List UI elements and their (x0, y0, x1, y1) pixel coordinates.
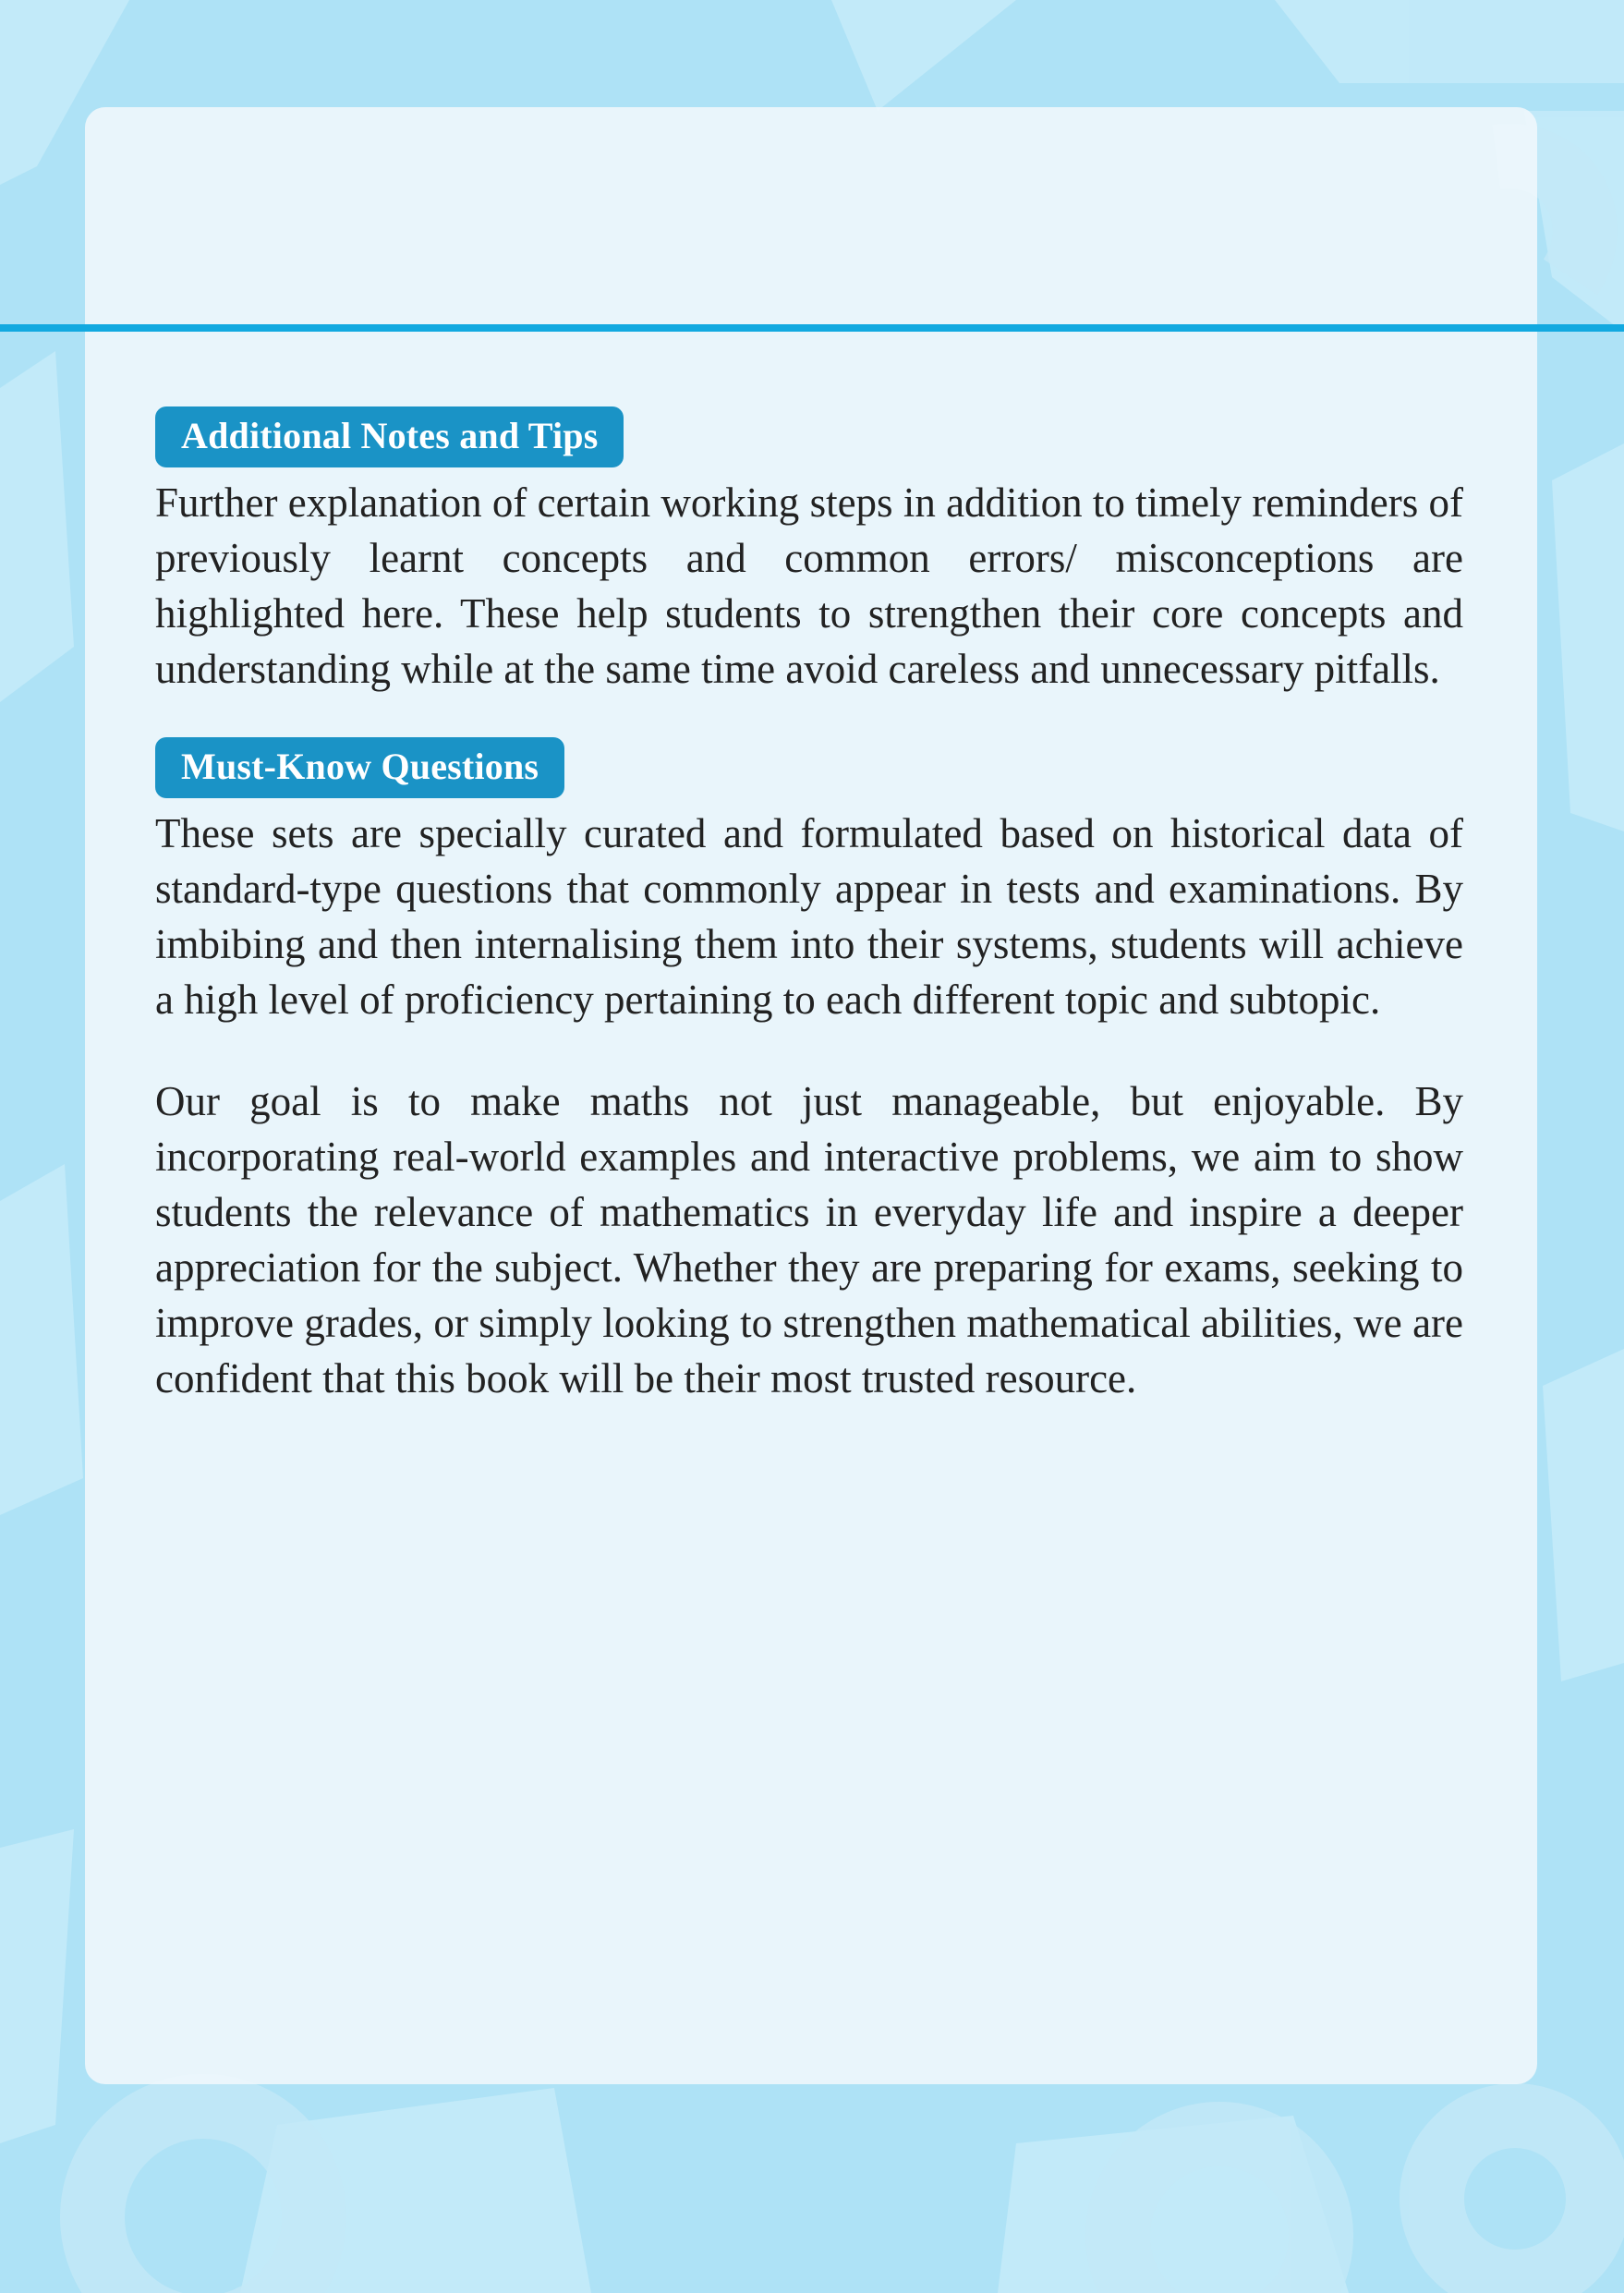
section-heading-badge: Must-Know Questions (155, 737, 564, 798)
page-content (155, 406, 1463, 1406)
section-additional-notes (155, 406, 1463, 697)
section-must-know-questions (155, 737, 1463, 1027)
section-heading-badge: Additional Notes and Tips (155, 406, 624, 467)
header-rule (0, 324, 1624, 332)
section-body: Further explanation of certain working steps in addition to timely reminders of previously learnt concepts and common errors/ misconceptions are highlighted here. These help students to strengthen their core concepts and understanding while at the same time avoid careless and unnecessary pitfalls. (155, 479, 1463, 692)
section-body: These sets are specially curated and formulated based on historical data of standard-type questions that commonly appear in tests and examinations. By imbibing and then internalising them into their systems, students will achieve a high level of proficiency pertaining to each different topic and subtopic. (155, 810, 1463, 1023)
closing-paragraph: Our goal is to make maths not just manageable, but enjoyable. By incorporating real-world examples and interactive problems, we aim to show students the relevance of mathematics in everyday life and inspire a deeper appreciation for the subject. Whether they are preparing for exams, seeking to improve grades, or simply looking to strengthen mathematical abilities, we are confident that this book will be their most trusted resource. (155, 1078, 1463, 1401)
